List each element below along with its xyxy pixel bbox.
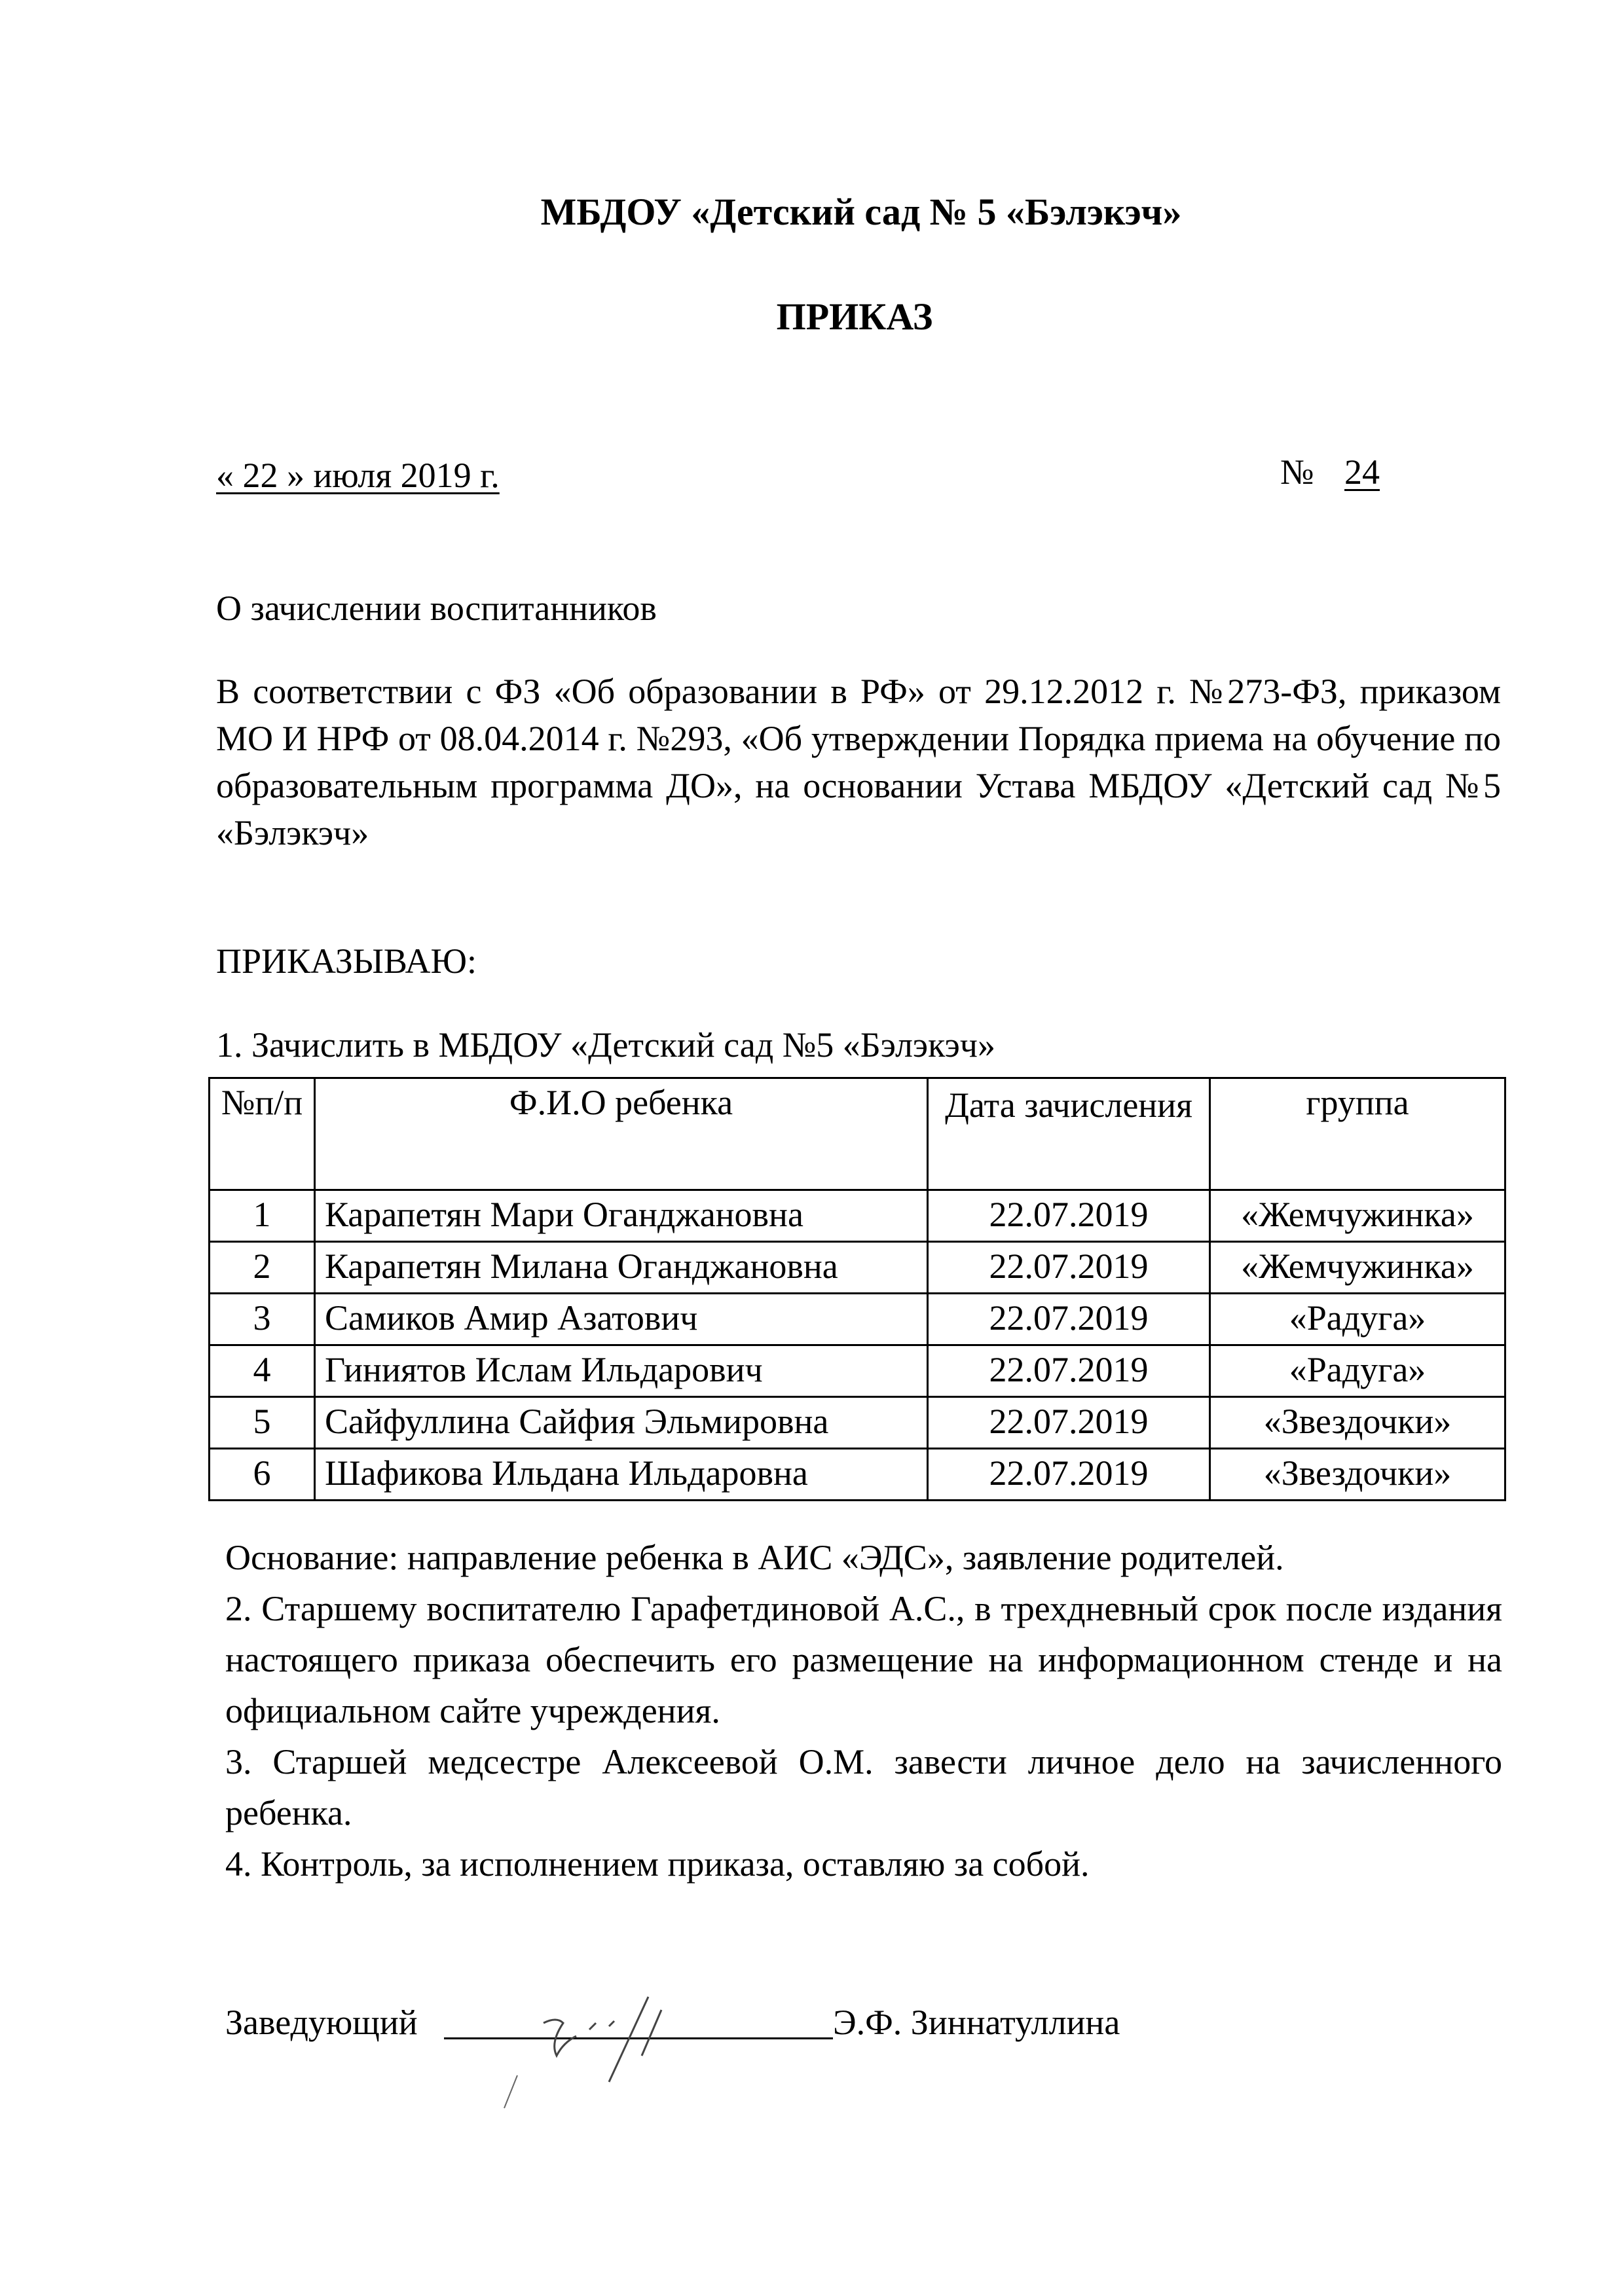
item-2: 2. Старшему воспитателю Гарафетдиновой А.С., в трехдневный срок после издания настоящего приказа обеспечить его размещение на информационном стенде и на официальном сайте учреждения. bbox=[225, 1589, 1502, 1730]
cell-group: «Звездочки» bbox=[1210, 1397, 1505, 1449]
cell-date: 22.07.2019 bbox=[928, 1242, 1210, 1294]
cell-group: «Звездочки» bbox=[1210, 1449, 1505, 1501]
item-3: 3. Старшей медсестре Алексеевой О.М. завести личное дело на зачисленного ребенка. bbox=[225, 1742, 1502, 1832]
basis: Основание: направление ребенка в АИС «ЭДС», заявление родителей. bbox=[225, 1538, 1284, 1577]
cell-number: 5 bbox=[210, 1397, 315, 1449]
organization-title: МБДОУ «Детский сад № 5 «Бэлэкэч» bbox=[540, 191, 1182, 233]
cell-date: 22.07.2019 bbox=[928, 1449, 1210, 1501]
cell-number: 2 bbox=[210, 1242, 315, 1294]
table-row bbox=[210, 1397, 1505, 1449]
cell-name: Гиниятов Ислам Ильдарович bbox=[315, 1345, 928, 1397]
table-row bbox=[210, 1242, 1505, 1294]
order-date: « 22 » июля 2019 г. bbox=[216, 456, 500, 495]
cell-number: 6 bbox=[210, 1449, 315, 1501]
cell-group: «Радуга» bbox=[1210, 1294, 1505, 1345]
order-word: ПРИКАЗЫВАЮ: bbox=[216, 941, 477, 981]
preamble: В соответствии с ФЗ «Об образовании в РФ» от 29.12.2012 г. №273-ФЗ, приказом МО И НРФ от 08.04.2014 г. №293, «Об утверждении Порядка приема на обучение по образовательным программа ДО», на основании Устава МБДОУ «Детский сад №5 «Бэлэкэч» bbox=[216, 672, 1501, 852]
header-name: Ф.И.О ребенка bbox=[315, 1078, 928, 1190]
order-items bbox=[225, 1532, 1502, 1889]
header-group: группа bbox=[1210, 1078, 1505, 1190]
cell-name: Самиков Амир Азатович bbox=[315, 1294, 928, 1345]
cell-number: 3 bbox=[210, 1294, 315, 1345]
cell-date: 22.07.2019 bbox=[928, 1345, 1210, 1397]
order-number bbox=[1280, 452, 1401, 492]
cell-name: Шафикова Ильдана Ильдаровна bbox=[315, 1449, 928, 1501]
cell-date: 22.07.2019 bbox=[928, 1397, 1210, 1449]
cell-number: 4 bbox=[210, 1345, 315, 1397]
signatory-name: Э.Ф. Зиннатуллина bbox=[833, 2003, 1120, 2042]
cell-group: «Жемчужинка» bbox=[1210, 1242, 1505, 1294]
signature-position: Заведующий bbox=[225, 2003, 418, 2042]
cell-number: 1 bbox=[210, 1190, 315, 1242]
cell-date: 22.07.2019 bbox=[928, 1294, 1210, 1345]
handwritten-signature bbox=[498, 1984, 720, 2115]
table-row bbox=[210, 1449, 1505, 1501]
number-label: № bbox=[1280, 452, 1314, 492]
cell-name: Карапетян Милана Оганджановна bbox=[315, 1242, 928, 1294]
cell-name: Сайфуллина Сайфия Эльмировна bbox=[315, 1397, 928, 1449]
cell-date: 22.07.2019 bbox=[928, 1190, 1210, 1242]
cell-group: «Радуга» bbox=[1210, 1345, 1505, 1397]
table-row bbox=[210, 1190, 1505, 1242]
header-date: Дата зачисления bbox=[928, 1078, 1210, 1190]
subject: О зачислении воспитанников bbox=[216, 589, 657, 628]
header-number: №п/п bbox=[210, 1078, 315, 1190]
item-1: 1. Зачислить в МБДОУ «Детский сад №5 «Бэлэкэч» bbox=[216, 1025, 995, 1065]
number-value: 24 bbox=[1344, 452, 1380, 492]
table-row bbox=[210, 1345, 1505, 1397]
table-row bbox=[210, 1294, 1505, 1345]
table-header-row bbox=[210, 1078, 1505, 1190]
cell-group: «Жемчужинка» bbox=[1210, 1190, 1505, 1242]
cell-name: Карапетян Мари Оганджановна bbox=[315, 1190, 928, 1242]
document-type: ПРИКАЗ bbox=[776, 295, 933, 338]
item-4: 4. Контроль, за исполнением приказа, оставляю за собой. bbox=[225, 1844, 1090, 1884]
enrollment-table bbox=[208, 1077, 1506, 1501]
